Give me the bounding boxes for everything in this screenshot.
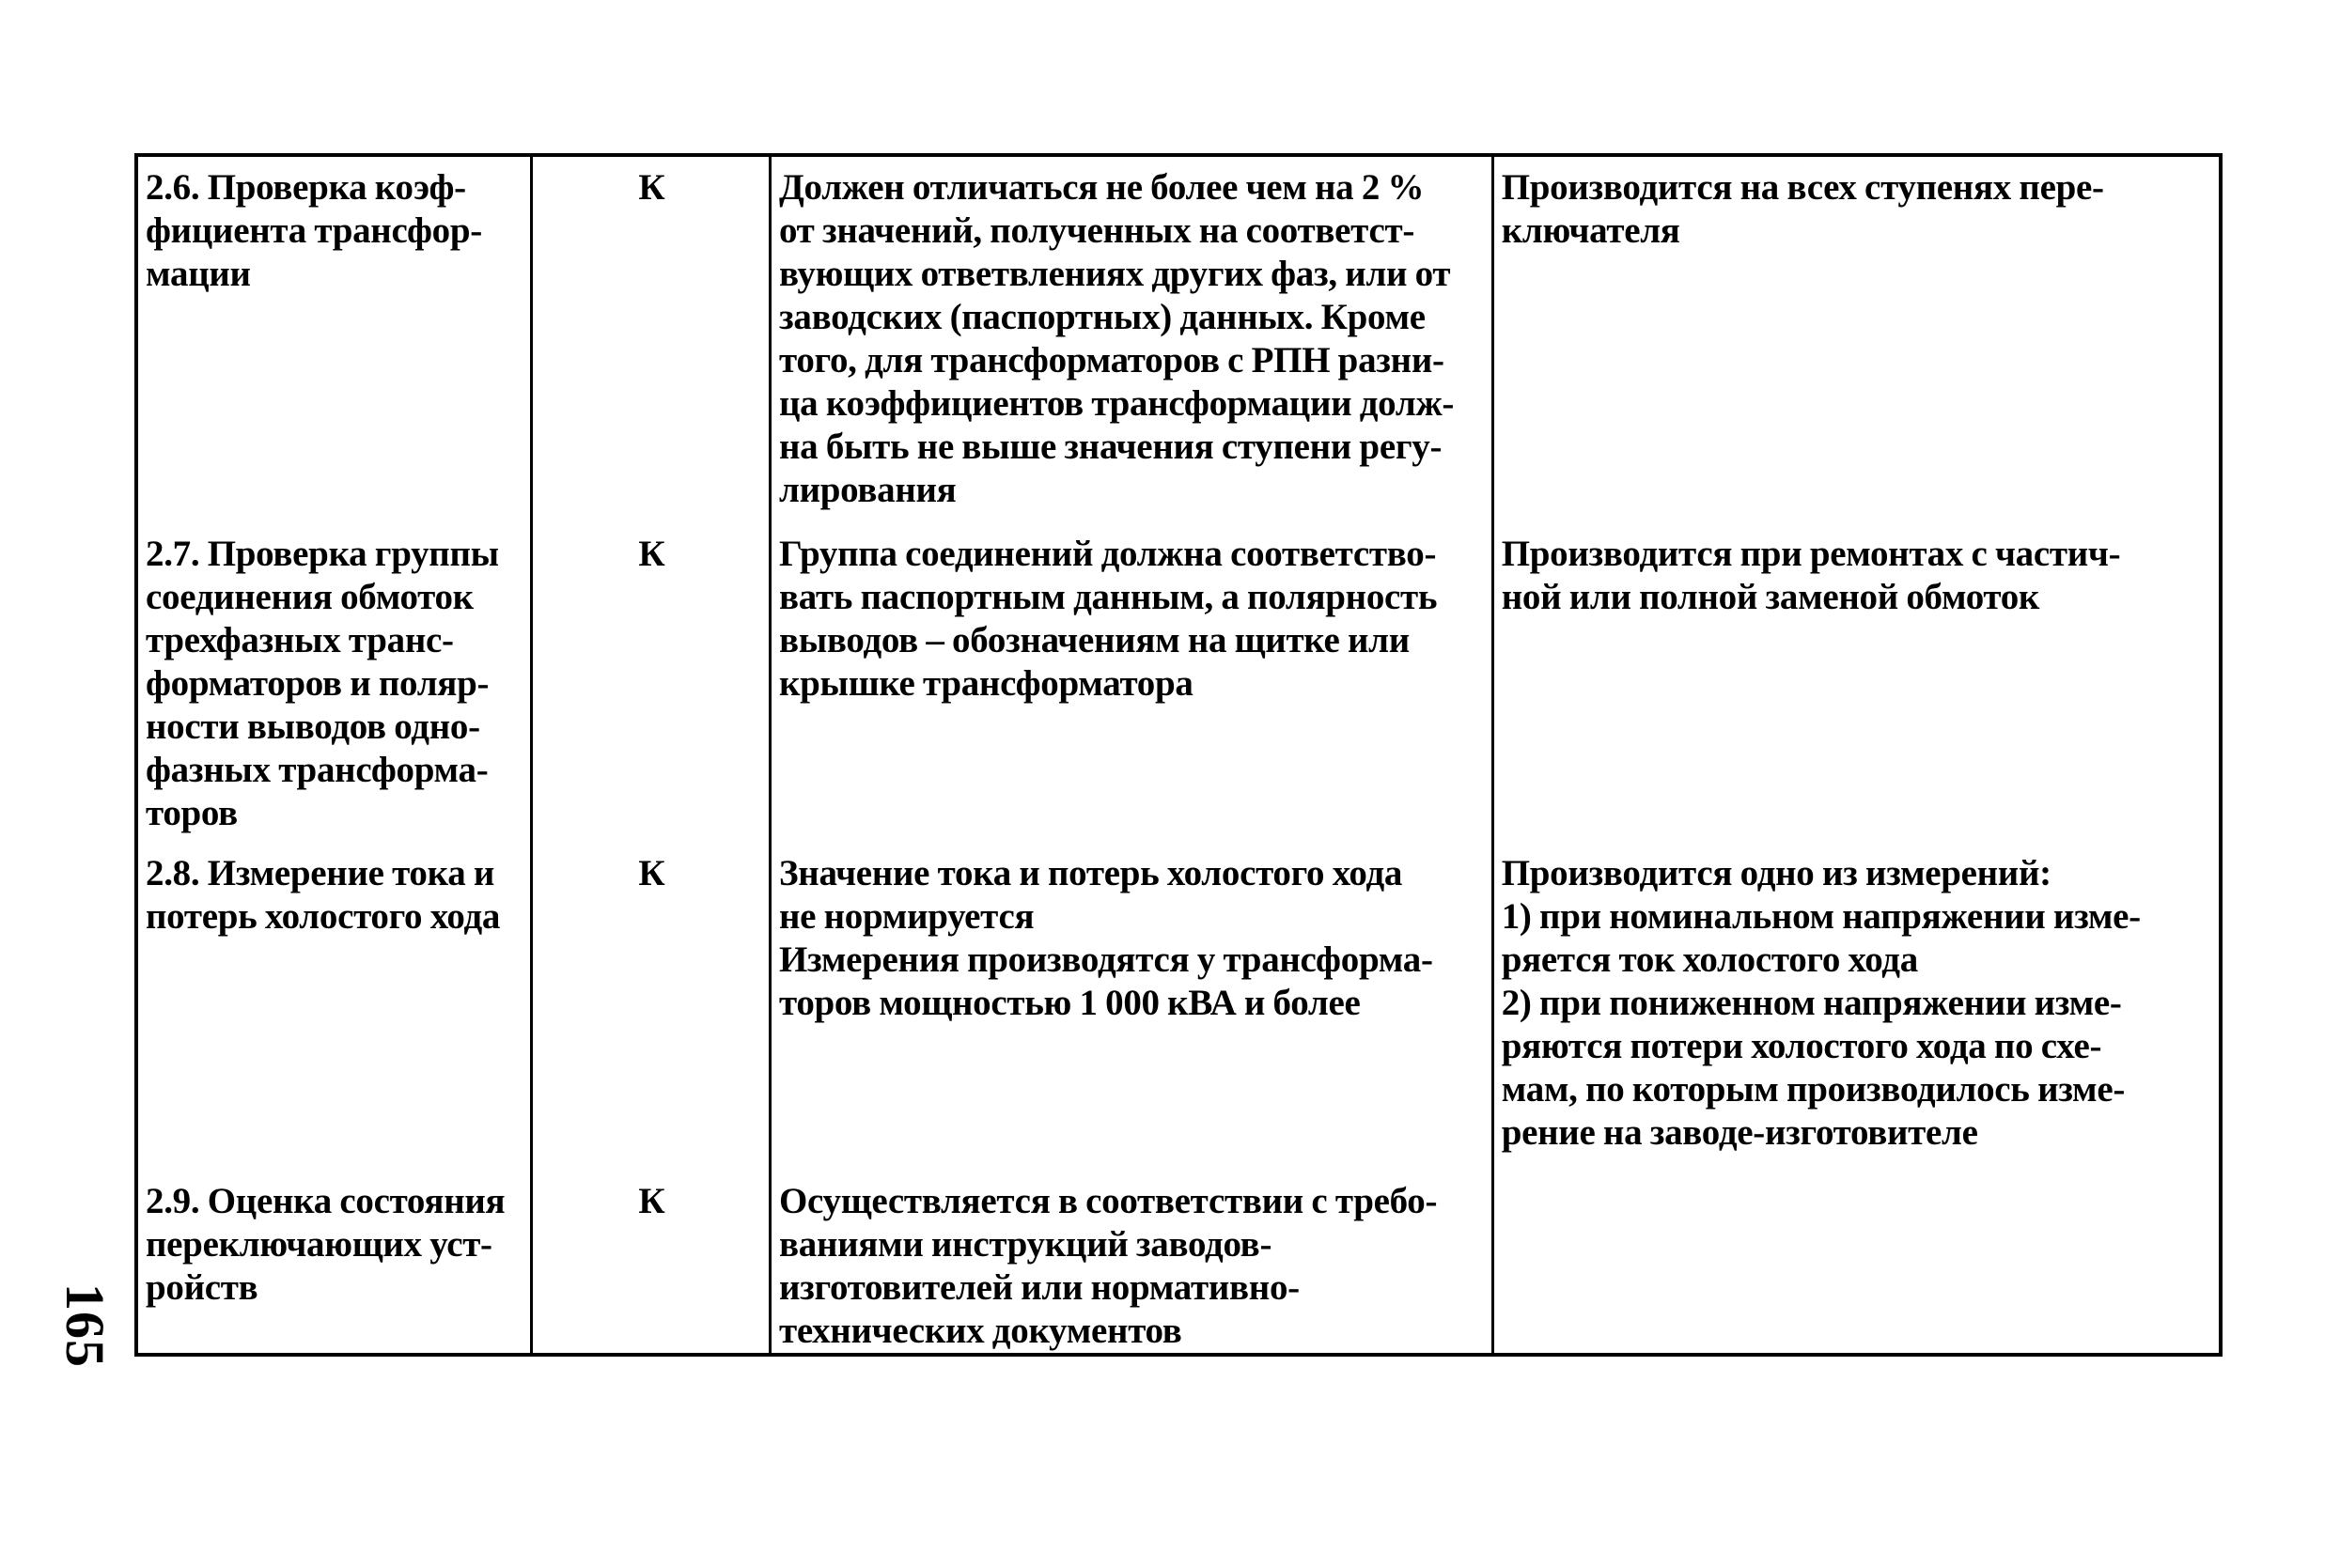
test-name-cell: [136, 843, 531, 1171]
text-line: фициента трансфор-: [146, 210, 482, 251]
text-line: 2.8. Измерение тока и: [146, 853, 495, 893]
text-line: Группа соединений должна соответство-: [779, 534, 1437, 574]
norm-cell: [771, 843, 1493, 1171]
norm-cell: [771, 523, 1493, 843]
text-line: Производится одно из измерений:: [1501, 853, 2051, 893]
norm-cell: [771, 1171, 1493, 1355]
text-line: заводских (паспортных) данных. Кроме: [779, 297, 1426, 337]
text-line: соединения обмоток: [146, 577, 474, 617]
category-code-cell: К: [531, 843, 770, 1171]
text-line: переключающих уст-: [146, 1224, 492, 1265]
text-line: ройств: [146, 1267, 258, 1308]
category-code-cell: К: [531, 155, 770, 523]
text-line: мации: [146, 254, 251, 294]
text-line: мам, по которым производилось изме-: [1501, 1069, 2126, 1110]
text-line: ности выводов одно-: [146, 706, 480, 747]
text-line: Должен отличаться не более чем на 2 %: [779, 167, 1425, 208]
requirements-table: [134, 153, 2223, 1357]
text-line: форматоров и поляр-: [146, 663, 490, 704]
text-line: Производится на всех ступенях пере-: [1501, 167, 2104, 208]
text-line: 2.6. Проверка коэф-: [146, 167, 466, 208]
table-row: [136, 523, 2221, 843]
text-line: вать паспортным данным, а полярность: [779, 577, 1438, 617]
note-cell: [1492, 843, 2221, 1171]
text-line: 2.7. Проверка группы: [146, 534, 499, 574]
test-name-cell: [136, 523, 531, 843]
text-line: 1) при номинальном напряжении изме-: [1501, 896, 2141, 937]
text-line: ряются потери холостого хода по схе-: [1501, 1026, 2102, 1066]
text-line: ваниями инструкций заводов-: [779, 1224, 1272, 1265]
text-line: Производится при ремонтах с частич-: [1501, 534, 2121, 574]
text-line: Измерения производятся у трансформа-: [779, 939, 1433, 980]
text-line: Осуществляется в соответствии с требо-: [779, 1181, 1438, 1221]
text-line: ной или полной заменой обмоток: [1501, 577, 2040, 617]
table-row: [136, 155, 2221, 523]
note-cell: [1492, 155, 2221, 523]
text-line: того, для трансформаторов с РПН разни-: [779, 340, 1444, 380]
page-number: 165: [55, 1283, 116, 1368]
text-line: 2.9. Оценка состояния: [146, 1181, 506, 1221]
text-line: крышке трансформатора: [779, 663, 1193, 704]
text-line: изготовителей или нормативно-: [779, 1267, 1300, 1308]
text-line: фазных трансформа-: [146, 750, 489, 790]
text-line: на быть не выше значения ступени регу-: [779, 427, 1443, 467]
text-line: 2) при пониженном напряжении изме-: [1501, 983, 2122, 1023]
text-line: торов мощностью 1 000 кВА и более: [779, 983, 1361, 1023]
text-line: ряется ток холостого хода: [1501, 939, 1918, 980]
text-line: технических документов: [779, 1311, 1182, 1351]
note-cell: [1492, 523, 2221, 843]
norm-cell: [771, 155, 1493, 523]
text-line: потерь холостого хода: [146, 896, 501, 937]
test-name-cell: [136, 155, 531, 523]
table-row: [136, 1171, 2221, 1355]
note-cell: [1492, 1171, 2221, 1355]
category-code-cell: К: [531, 1171, 770, 1355]
text-line: выводов – обозначениям на щитке или: [779, 620, 1410, 660]
text-line: не нормируется: [779, 896, 1035, 937]
text-line: ключателя: [1501, 210, 1680, 251]
table-row: [136, 843, 2221, 1171]
text-line: Значение тока и потерь холостого хода: [779, 853, 1403, 893]
text-line: от значений, полученных на соответст-: [779, 210, 1415, 251]
text-line: лирования: [779, 470, 957, 510]
text-line: вующих ответвлениях других фаз, или от: [779, 254, 1451, 294]
category-code-cell: К: [531, 523, 770, 843]
text-line: трехфазных транс-: [146, 620, 454, 660]
test-name-cell: [136, 1171, 531, 1355]
text-line: ца коэффициентов трансформации долж-: [779, 383, 1455, 424]
text-line: торов: [146, 793, 238, 833]
text-line: рение на заводе-изготовителе: [1501, 1112, 1978, 1153]
